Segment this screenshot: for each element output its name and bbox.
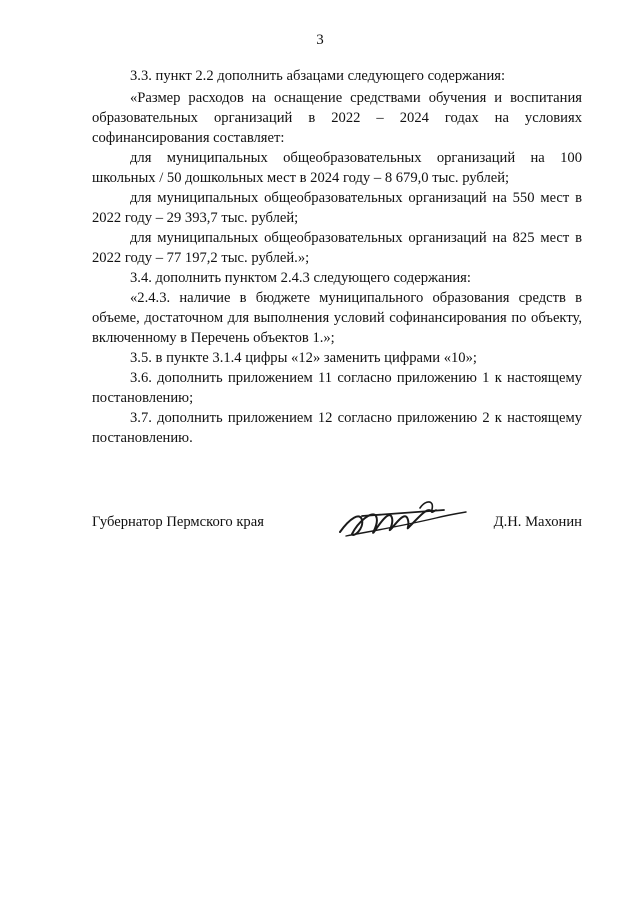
page-number: 3 [316,32,324,48]
paragraph-expense-550: для муниципальных общеобразовательных организаций на 550 мест в 2022 году – 29 393,7 тыс. рублей; [92,190,582,226]
paragraph-expense-825: для муниципальных общеобразовательных организаций на 825 мест в 2022 году – 77 197,2 тыс. рублей.»; [92,230,582,266]
paragraph-expense-intro: «Размер расходов на оснащение средствами обучения и воспитания образовательных организаций в 2022 – 2024 годах на условиях софинансирования составляет: [92,90,582,146]
paragraph-2-4-3: «2.4.3. наличие в бюджете муниципального образования средств в объеме, достаточном для выполнения условий софинансирования по объекту, включенному в Перечень объектов 1.»; [92,290,582,346]
document-body [92,66,582,448]
paragraph-3-7: 3.7. дополнить приложением 12 согласно приложению 2 к настоящему постановлению. [92,410,582,446]
signature-block [92,498,582,548]
paragraph-3-4: 3.4. дополнить пунктом 2.4.3 следующего содержания: [130,270,471,286]
signatory-title: Губернатор Пермского края [92,514,264,530]
handwritten-signature [332,498,472,546]
paragraph-expense-100-50: для муниципальных общеобразовательных организаций на 100 школьных / 50 дошкольных мест в 2024 году – 8 679,0 тыс. рублей; [92,150,582,186]
paragraph-3-5: 3.5. в пункте 3.1.4 цифры «12» заменить цифрами «10»; [130,350,477,366]
paragraph-3-6: 3.6. дополнить приложением 11 согласно приложению 1 к настоящему постановлению; [92,370,582,406]
signatory-name: Д.Н. Махонин [493,514,582,530]
paragraph-3-3: 3.3. пункт 2.2 дополнить абзацами следующего содержания: [130,68,506,84]
